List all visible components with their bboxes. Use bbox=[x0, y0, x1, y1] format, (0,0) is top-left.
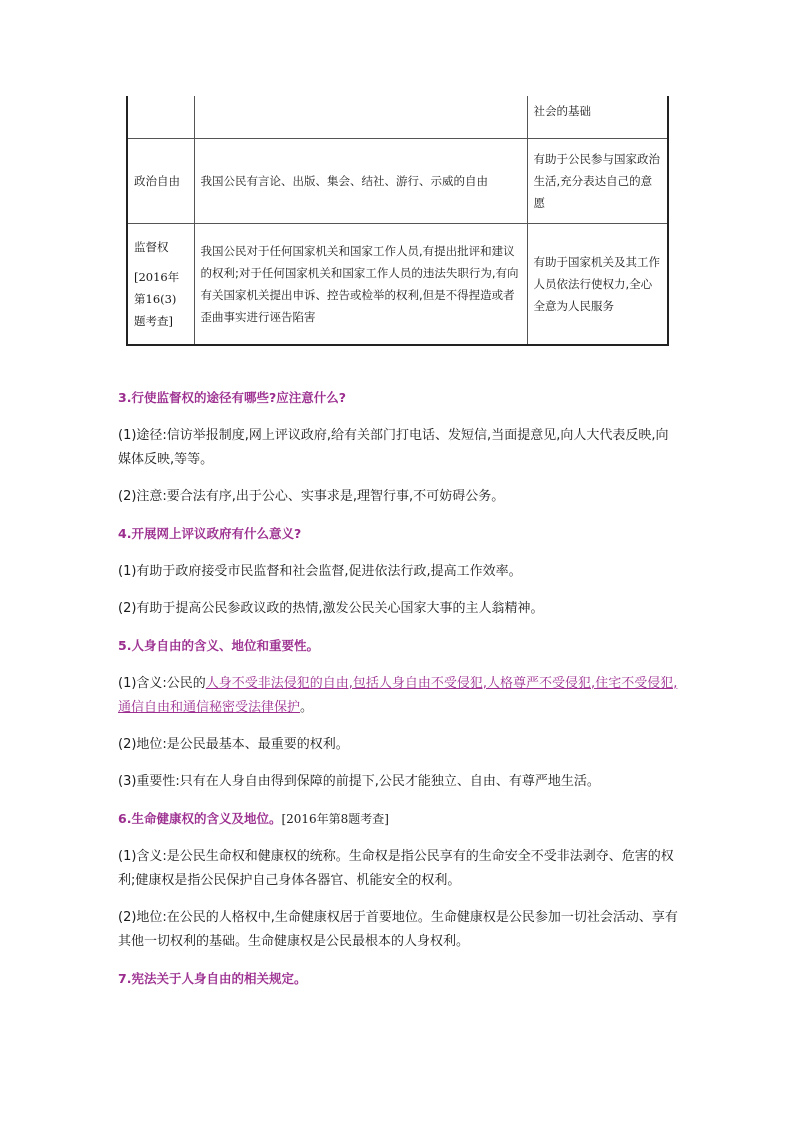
highlighted-definition: 人身不受非法侵犯的自由,包括人身自由不受侵犯,人格尊严不受侵犯,住宅不受侵犯,通信自由和通信秘密受法律保护 bbox=[118, 676, 678, 715]
answer-paragraph: (1)有助于政府接受市民监督和社会监督,促进依法行政,提高工作效率。 bbox=[118, 564, 522, 579]
exam-source: [2016年第16(3)题考查] bbox=[134, 270, 180, 328]
rights-table bbox=[126, 96, 669, 346]
question-title: 6.生命健康权的含义及地位。 bbox=[118, 811, 282, 826]
table-cell-name: 政治自由 bbox=[127, 139, 194, 224]
table-cell-meaning: 社会的基础 bbox=[527, 96, 668, 139]
table-row bbox=[127, 224, 668, 346]
question-heading: 5.人身自由的含义、地位和重要性。 bbox=[118, 638, 319, 653]
table-row bbox=[127, 139, 668, 224]
answer-suffix: 。 bbox=[300, 700, 314, 715]
table-cell-meaning: 有助于国家机关及其工作人员依法行使权力,全心全意为人民服务 bbox=[527, 224, 668, 346]
study-notes bbox=[118, 386, 678, 1005]
answer-paragraph bbox=[118, 672, 678, 720]
question-heading: 7.宪法关于人身自由的相关规定。 bbox=[118, 971, 307, 986]
answer-paragraph: (2)地位:在公民的人格权中,生命健康权居于首要地位。生命健康权是公民参加一切社会活动、享有其他一切权利的基础。生命健康权是公民最根本的人身权利。 bbox=[118, 910, 678, 949]
answer-paragraph: (3)重要性:只有在人身自由得到保障的前提下,公民才能独立、自由、有尊严地生活。 bbox=[118, 774, 600, 789]
answer-paragraph: (1)途径:信访举报制度,网上评议政府,给有关部门打电话、发短信,当面提意见,向人大代表反映,向媒体反映,等等。 bbox=[118, 428, 669, 467]
table-cell-name bbox=[127, 224, 194, 346]
table-cell-content: 我国公民有言论、出版、集会、结社、游行、示威的自由 bbox=[194, 139, 527, 224]
question-heading bbox=[118, 807, 678, 831]
answer-paragraph: (2)地位:是公民最基本、最重要的权利。 bbox=[118, 737, 349, 752]
question-heading: 4.开展网上评议政府有什么意义? bbox=[118, 526, 302, 541]
answer-prefix: (1)含义:公民的 bbox=[118, 676, 206, 691]
table-cell-content bbox=[194, 96, 527, 139]
table-cell-content: 我国公民对于任何国家机关和国家工作人员,有提出批评和建议的权利;对于任何国家机关和国家工作人员的违法失职行为,有向有关国家机关提出申诉、控告或检举的权利,但是不得捏造或者歪曲事实进行诬告陷害 bbox=[194, 224, 527, 346]
right-name: 监督权 bbox=[134, 240, 169, 254]
table-cell-name bbox=[127, 96, 194, 139]
answer-paragraph: (1)含义:是公民生命权和健康权的统称。生命权是指公民享有的生命安全不受非法剥夺、危害的权利;健康权是指公民保护自己身体各器官、机能安全的权利。 bbox=[118, 849, 674, 888]
answer-paragraph: (2)注意:要合法有序,出于公心、实事求是,理智行事,不可妨碍公务。 bbox=[118, 489, 505, 504]
question-heading: 3.行使监督权的途径有哪些?应注意什么? bbox=[118, 390, 346, 405]
table-row bbox=[127, 96, 668, 139]
answer-paragraph: (2)有助于提高公民参政议政的热情,激发公民关心国家大事的主人翁精神。 bbox=[118, 601, 544, 616]
exam-source: [2016年第8题考查] bbox=[281, 812, 389, 826]
table-cell-meaning: 有助于公民参与国家政治生活,充分表达自己的意愿 bbox=[527, 139, 668, 224]
